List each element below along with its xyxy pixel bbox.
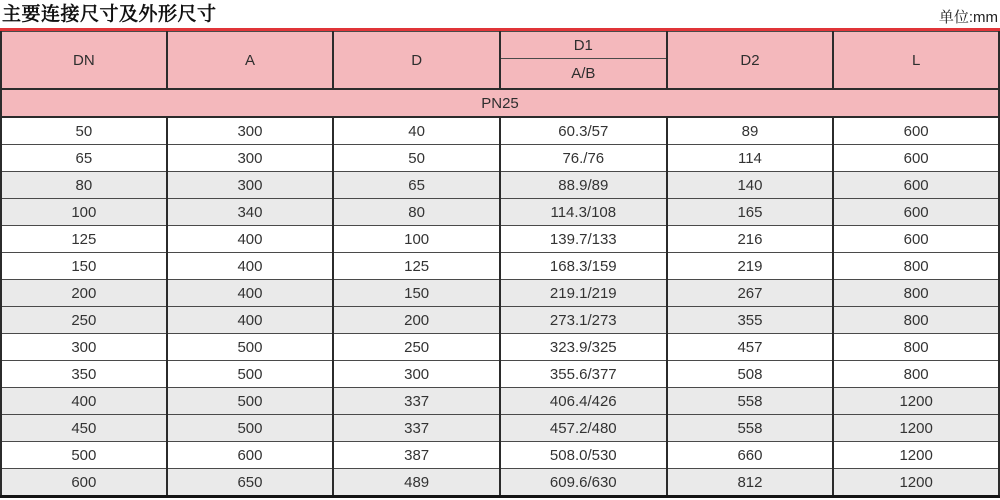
cell-a: 300 [167,117,334,145]
cell-d2: 660 [667,442,834,469]
cell-d: 387 [333,442,500,469]
cell-d2: 355 [667,307,834,334]
table-row [1,307,999,334]
cell-l: 600 [833,172,999,199]
cell-d1: 609.6/630 [500,469,667,497]
table-row [1,361,999,388]
cell-l: 800 [833,334,999,361]
cell-dn: 80 [1,172,167,199]
cell-dn: 450 [1,415,167,442]
cell-d1: 114.3/108 [500,199,667,226]
col-header-d2: D2 [667,32,834,90]
cell-d: 489 [333,469,500,497]
cell-a: 400 [167,226,334,253]
cell-dn: 125 [1,226,167,253]
table-row [1,199,999,226]
cell-l: 1200 [833,415,999,442]
table-row [1,226,999,253]
cell-dn: 200 [1,280,167,307]
cell-l: 1200 [833,388,999,415]
cell-d: 337 [333,388,500,415]
cell-dn: 350 [1,361,167,388]
cell-a: 400 [167,253,334,280]
cell-l: 800 [833,361,999,388]
dimension-table [0,31,1000,498]
cell-d2: 558 [667,388,834,415]
cell-dn: 400 [1,388,167,415]
cell-d: 300 [333,361,500,388]
cell-d1: 60.3/57 [500,117,667,145]
cell-l: 800 [833,280,999,307]
cell-d: 337 [333,415,500,442]
cell-d2: 812 [667,469,834,497]
cell-d1: 457.2/480 [500,415,667,442]
col-header-d: D [333,32,500,90]
cell-d2: 140 [667,172,834,199]
cell-d: 200 [333,307,500,334]
cell-d1: 406.4/426 [500,388,667,415]
cell-d: 100 [333,226,500,253]
cell-d: 250 [333,334,500,361]
cell-d: 125 [333,253,500,280]
table-row [1,469,999,497]
cell-d1: 76./76 [500,145,667,172]
table-row [1,117,999,145]
cell-a: 300 [167,145,334,172]
cell-d: 40 [333,117,500,145]
cell-a: 500 [167,415,334,442]
table-row [1,145,999,172]
cell-l: 600 [833,117,999,145]
table-row [1,442,999,469]
cell-d1: 508.0/530 [500,442,667,469]
col-subheader-ab: A/B [500,59,667,90]
cell-a: 400 [167,307,334,334]
pressure-group-header: PN25 [1,89,999,117]
cell-d2: 457 [667,334,834,361]
cell-d2: 114 [667,145,834,172]
cell-dn: 500 [1,442,167,469]
col-header-dn: DN [1,32,167,90]
cell-d2: 216 [667,226,834,253]
cell-d2: 165 [667,199,834,226]
cell-a: 300 [167,172,334,199]
cell-a: 500 [167,334,334,361]
cell-a: 600 [167,442,334,469]
cell-d: 50 [333,145,500,172]
cell-l: 600 [833,199,999,226]
cell-d2: 89 [667,117,834,145]
cell-d1: 323.9/325 [500,334,667,361]
table-header [1,32,999,118]
cell-d: 65 [333,172,500,199]
cell-d1: 273.1/273 [500,307,667,334]
table-row [1,334,999,361]
page-title: 主要连接尺寸及外形尺寸 [2,4,217,26]
cell-dn: 100 [1,199,167,226]
table-row [1,388,999,415]
cell-d1: 88.9/89 [500,172,667,199]
table-body [1,117,999,497]
table-row [1,280,999,307]
table-row [1,253,999,280]
table-row [1,172,999,199]
cell-a: 340 [167,199,334,226]
cell-d: 80 [333,199,500,226]
cell-l: 1200 [833,469,999,497]
table-row [1,415,999,442]
col-header-a: A [167,32,334,90]
cell-l: 1200 [833,442,999,469]
cell-dn: 65 [1,145,167,172]
cell-l: 800 [833,307,999,334]
cell-d2: 508 [667,361,834,388]
col-header-d1: D1 [500,32,667,59]
cell-dn: 300 [1,334,167,361]
cell-l: 800 [833,253,999,280]
header-bar [0,0,1000,28]
cell-a: 650 [167,469,334,497]
cell-d1: 355.6/377 [500,361,667,388]
cell-a: 500 [167,388,334,415]
cell-l: 600 [833,145,999,172]
col-header-l: L [833,32,999,90]
cell-l: 600 [833,226,999,253]
cell-d2: 219 [667,253,834,280]
cell-d1: 219.1/219 [500,280,667,307]
cell-d2: 267 [667,280,834,307]
cell-dn: 250 [1,307,167,334]
cell-d2: 558 [667,415,834,442]
cell-dn: 150 [1,253,167,280]
cell-d1: 139.7/133 [500,226,667,253]
cell-dn: 600 [1,469,167,497]
cell-a: 400 [167,280,334,307]
cell-d: 150 [333,280,500,307]
cell-a: 500 [167,361,334,388]
cell-d1: 168.3/159 [500,253,667,280]
cell-dn: 50 [1,117,167,145]
unit-label: 单位:mm [938,9,998,26]
